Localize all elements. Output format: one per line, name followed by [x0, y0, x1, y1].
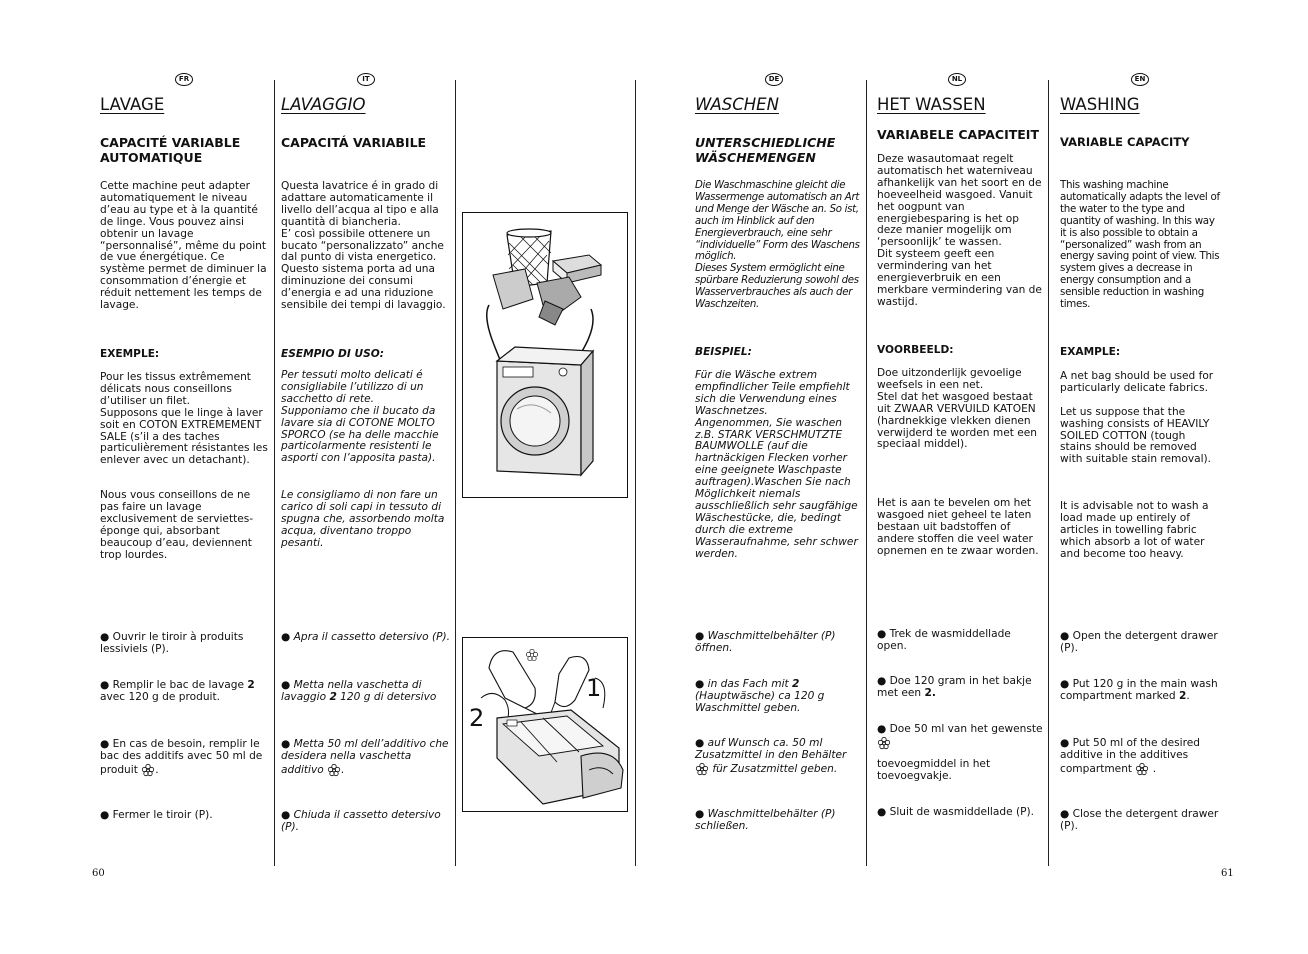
- figure-label-1: 1: [586, 674, 602, 702]
- intro-en: This washing machine automatically adapts the level of the water to the type and quantity of washing. In this way it is also possible to obtain a “personalized” wash from an energy saving point of view. This system gives a decrease in energy consumption and a sensible reduction in washing times.: [1060, 179, 1220, 311]
- example-label-fr: EXEMPLE:: [100, 348, 160, 360]
- example-p1-de: Für die Wäsche extrem empfindlicher Teile empfiehlt sich die Verwendung eines Waschnetzes. Angenommen, Sie waschen z.B. STARK VERSCHMUTZTE BAUMWOLLE (auf die hartnäckigen Flecken vorher eine geeignete Waschpaste auftragen).Waschen Sie nach Möglichkeit niemals ausschließlich sehr saugfähige Wäschestücke, die, bedingt durch die extreme Wasseraufnahme, sehr schwer werden.: [695, 369, 858, 560]
- example-p2-it: Le consigliamo di non fare un carico di soli capi in tessuto di spugna che, assorbendo molta acqua, diventano troppo pesanti.: [281, 489, 445, 549]
- step4-nl: ● Sluit de wasmiddellade (P).: [877, 807, 1043, 819]
- step4-it: ● Chiuda il cassetto detersivo (P).: [281, 810, 451, 834]
- page-number-left: 60: [92, 868, 105, 879]
- flower-icon: [141, 763, 155, 777]
- example-label-it: ESEMPIO DI USO:: [281, 348, 384, 360]
- flower-icon: [327, 763, 341, 777]
- column-divider: [635, 80, 636, 866]
- flower-icon: [877, 736, 891, 750]
- subtitle-en: VARIABLE CAPACITY: [1060, 135, 1190, 149]
- step3-nl-cont: toevoegmiddel in het toevoegvakje.: [877, 758, 991, 782]
- example-p2-nl: Het is aan te bevelen om het wasgoed niet geheel te laten bestaan uit badstoffen of andere stoffen die veel water opnemen en te zwaar worden.: [877, 497, 1039, 557]
- column-divider: [455, 80, 456, 866]
- example-p2-en: It is advisable not to wash a load made up entirely of articles in towelling fabric which absorb a lot of water and become too heavy.: [1060, 500, 1209, 560]
- example-label-en: EXAMPLE:: [1060, 346, 1121, 358]
- subtitle-de: UNTERSCHIEDLICHE WÄSCHEMENGEN: [695, 135, 836, 165]
- section-title-en: WASHING: [1060, 95, 1140, 114]
- step1-it: ● Apra il cassetto detersivo (P).: [281, 632, 451, 644]
- figure-laundry-machine: [462, 212, 628, 498]
- section-title-fr: LAVAGE: [100, 95, 165, 114]
- example-p1-it: Per tessuti molto delicati é consigliabile l’utilizzo di un sacchetto di rete. Supponiamo che il bucato da lavare sia di COTONE MOLTO SPORCO (se ha delle macchie particolarmente resistenti le asporti con l’apposita pasta).: [281, 369, 439, 465]
- language-flag-nl: NL: [948, 73, 966, 86]
- step1-fr: ● Ouvrir le tiroir à produits lessiviels (P).: [100, 632, 270, 656]
- step1-de: ● Waschmittelbehälter (P) öffnen.: [695, 631, 861, 655]
- step2-fr: ● Remplir le bac de lavage 2 avec 120 g de produit.: [100, 680, 270, 704]
- subtitle-nl: VARIABELE CAPACITEIT: [877, 127, 1039, 142]
- example-p1-fr: Pour les tissus extrêmement délicats nous conseillons d’utiliser un filet. Supposons que le linge à laver soit en COTON EXTREMEMENT SALE (s’il a des taches particulièrement résistantes les enlever avec un detachant).: [100, 371, 268, 467]
- section-title-nl: HET WASSEN: [877, 95, 986, 114]
- step3-fr: ● En cas de besoin, remplir le bac des additifs avec 50 ml de produit .: [100, 739, 270, 777]
- intro-de: Die Waschmaschine gleicht die Wassermenge automatisch an Art und Menge der Wäsche an. So ist, auch im Hinblick auf den Energieverbrauch, eine sehr “individuelle” Form des Waschens möglich. Dieses System ermöglicht eine spürbare Reduzierung sowohl des Wasserverbrauches als auch der Waschzeiten.: [695, 180, 860, 311]
- example-p2-fr: Nous vous conseillons de ne pas faire un lavage exclusivement de serviettes-éponge qui, absorbant beaucoup d’eau, deviennent trop lourdes.: [100, 489, 254, 561]
- section-title-de: WASCHEN: [695, 95, 779, 114]
- intro-it: Questa lavatrice é in grado di adattare automaticamente il livello dell’acqua al tipo e alla quantità di biancheria. E’ così possibile ottenere un bucato “personalizzato” anche dal punto di vista energetico. Questo sistema porta ad una diminuzione dei consumi d’energia e ad una riduzione sensibile dei tempi di lavaggio.: [281, 180, 446, 312]
- step3-it: ● Metta 50 ml dell’additivo che desidera nella vaschetta additivo .: [281, 739, 451, 777]
- subtitle-it: CAPACITÁ VARIABILE: [281, 135, 427, 150]
- step1-en: ● Open the detergent drawer (P).: [1060, 631, 1220, 655]
- step3-de: ● auf Wunsch ca. 50 ml Zusatzmittel in den Behälter für Zusatzmittel geben.: [695, 738, 861, 776]
- step3-nl: ● Doe 50 ml van het gewenste: [877, 724, 1043, 750]
- language-flag-it: IT: [357, 73, 375, 86]
- flower-icon: [695, 762, 709, 776]
- laundry-machine-illustration: [463, 213, 627, 497]
- step2-it: ● Metta nella vaschetta di lavaggio 2 120 g di detersivo: [281, 680, 451, 704]
- figure-detergent-drawer: [462, 637, 628, 812]
- step4-en: ● Close the detergent drawer (P).: [1060, 809, 1220, 833]
- flower-icon: [1135, 762, 1149, 776]
- example-p1-en: A net bag should be used for particularly delicate fabrics. Let us suppose that the washing consists of HEAVILY SOILED COTTON (tough stains should be removed with suitable stain removal).: [1060, 370, 1214, 466]
- example-label-nl: VOORBEELD:: [877, 344, 954, 356]
- subtitle-fr: CAPACITÉ VARIABLE AUTOMATIQUE: [100, 135, 241, 165]
- language-flag-fr: FR: [175, 73, 193, 86]
- column-divider: [866, 80, 867, 866]
- detergent-drawer-illustration: [463, 638, 627, 811]
- column-divider: [274, 80, 275, 866]
- step2-en: ● Put 120 g in the main wash compartment marked 2.: [1060, 679, 1222, 703]
- example-label-de: BEISPIEL:: [695, 346, 752, 358]
- step4-de: ● Waschmittelbehälter (P) schließen.: [695, 809, 861, 833]
- example-p1-nl: Doe uitzonderlijk gevoelige weefsels in een net. Stel dat het wasgoed bestaat uit ZWAAR VERVUILD KATOEN (hardnekkige vlekken dienen verwijderd te worden met een speciaal middel).: [877, 367, 1037, 451]
- step4-fr: ● Fermer le tiroir (P).: [100, 810, 270, 822]
- figure-label-2: 2: [469, 704, 485, 732]
- language-flag-en: EN: [1131, 73, 1149, 86]
- page-number-right: 61: [1221, 868, 1234, 879]
- step3-en: ● Put 50 ml of the desired additive in the additives compartment .: [1060, 738, 1220, 776]
- step2-nl: ● Doe 120 gram in het bakje met een 2.: [877, 676, 1043, 700]
- language-flag-de: DE: [765, 73, 783, 86]
- section-title-it: LAVAGGIO: [281, 95, 366, 114]
- intro-fr: Cette machine peut adapter automatiquement le niveau d’eau au type et à la quantité de linge. Vous pouvez ainsi obtenir un lavage “personnalisé”, même du point de vue énergétique. Ce système permet de diminuer la consommation d’énergie et réduit nettement les temps de lavage.: [100, 180, 267, 312]
- step1-nl: ● Trek de wasmiddellade open.: [877, 629, 1043, 653]
- intro-nl: Deze wasautomaat regelt automatisch het waterniveau afhankelijk van het soort en de hoeveelheid wasgoed. Vanuit het oogpunt van energiebesparing is het op deze manier mogelijk om ‘persoonlijk’ te wassen. Dit systeem geeft een vermindering van het energieverbruik en een merkbare vermindering van de wastijd.: [877, 153, 1042, 308]
- column-divider: [1048, 80, 1049, 866]
- step2-de: ● in das Fach mit 2 (Hauptwäsche) ca 120 g Waschmittel geben.: [695, 679, 861, 715]
